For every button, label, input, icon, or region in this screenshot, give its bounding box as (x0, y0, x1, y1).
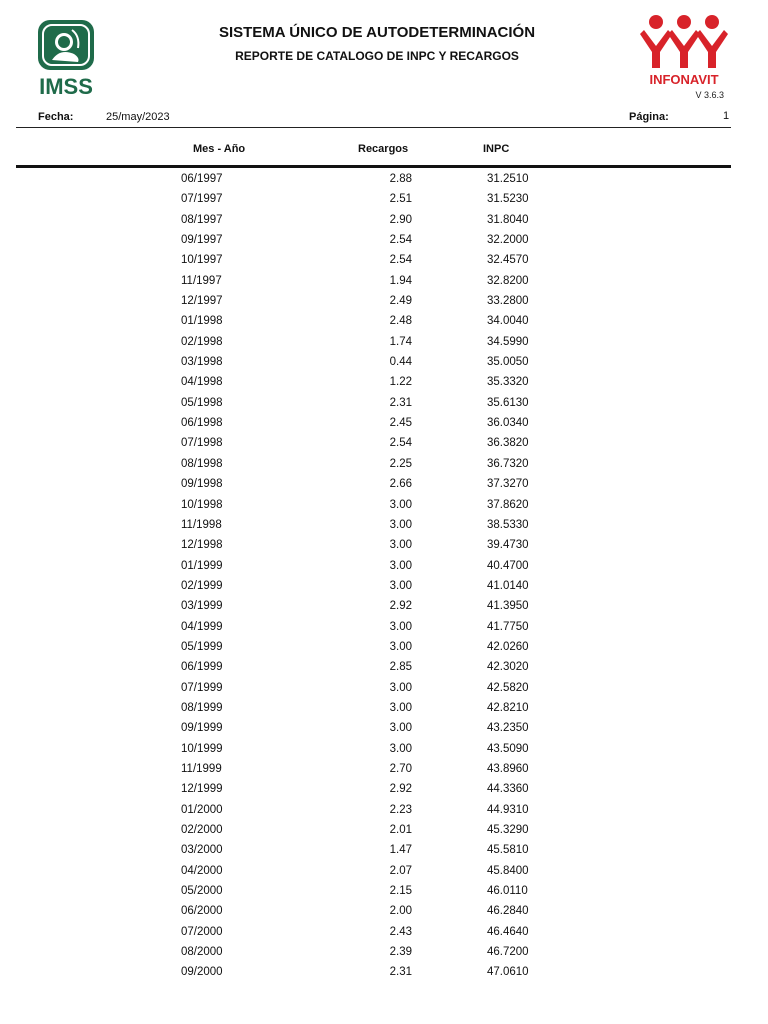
cell-inpc: 35.0050 (487, 356, 529, 369)
report-subtitle: REPORTE DE CATALOGO DE INPC Y RECARGOS (235, 49, 519, 63)
cell-inpc: 36.7320 (487, 457, 529, 470)
cell-inpc: 31.2510 (487, 173, 529, 185)
cell-recargos: 2.88 (389, 173, 412, 185)
cell-mes-ano: 11/1998 (181, 518, 222, 531)
cell-inpc: 32.2000 (487, 234, 529, 247)
table-row (0, 173, 768, 193)
cell-mes-ano: 01/1998 (181, 315, 223, 328)
cell-recargos: 1.47 (389, 844, 412, 857)
table-row (0, 621, 768, 641)
table-row (0, 376, 768, 396)
cell-recargos: 2.54 (389, 234, 412, 247)
cell-recargos: 2.51 (389, 193, 412, 206)
cell-inpc: 41.0140 (487, 579, 529, 592)
cell-mes-ano: 03/1999 (181, 600, 223, 613)
cell-inpc: 46.4640 (487, 925, 529, 938)
cell-inpc: 43.2350 (487, 722, 529, 735)
cell-recargos: 3.00 (389, 722, 412, 735)
cell-recargos: 2.43 (389, 925, 412, 938)
cell-mes-ano: 07/2000 (181, 925, 223, 938)
cell-mes-ano: 11/1999 (181, 762, 222, 775)
fecha-value: 25/may/2023 (106, 111, 170, 123)
table-row (0, 560, 768, 580)
table-row (0, 580, 768, 600)
cell-mes-ano: 09/1998 (181, 478, 223, 491)
cell-mes-ano: 08/1999 (181, 701, 223, 714)
cell-inpc: 31.5230 (487, 193, 529, 206)
cell-inpc: 43.8960 (487, 762, 529, 775)
header-divider (16, 127, 731, 128)
table-row (0, 926, 768, 946)
cell-mes-ano: 04/1998 (181, 376, 223, 389)
cell-recargos: 3.00 (389, 681, 412, 694)
cell-mes-ano: 07/1997 (181, 193, 223, 206)
cell-recargos: 3.00 (389, 518, 412, 531)
pagina-label: Página: (629, 111, 669, 123)
table-row (0, 478, 768, 498)
cell-recargos: 3.00 (389, 498, 412, 511)
cell-inpc: 31.8040 (487, 213, 529, 226)
table-row (0, 865, 768, 885)
table-row (0, 295, 768, 315)
cell-recargos: 1.94 (389, 274, 412, 287)
cell-inpc: 37.3270 (487, 478, 529, 491)
cell-mes-ano: 07/1999 (181, 681, 223, 694)
cell-recargos: 2.39 (389, 946, 412, 959)
column-header-mes-ano: Mes - Año (193, 143, 246, 155)
svg-text:IMSS: IMSS (39, 74, 93, 98)
table-row (0, 275, 768, 295)
cell-inpc: 34.0040 (487, 315, 529, 328)
table-row (0, 519, 768, 539)
cell-inpc: 36.3820 (487, 437, 529, 450)
table-row (0, 539, 768, 559)
column-header-recargos: Recargos (358, 143, 409, 155)
cell-mes-ano: 02/1999 (181, 579, 223, 592)
cell-mes-ano: 02/1998 (181, 335, 223, 348)
cell-inpc: 41.3950 (487, 600, 529, 613)
cell-recargos: 2.01 (389, 824, 412, 836)
cell-mes-ano: 03/1998 (181, 356, 223, 369)
cell-mes-ano: 06/1999 (181, 661, 223, 674)
cell-recargos: 2.85 (389, 661, 412, 674)
cell-mes-ano: 01/1999 (181, 559, 223, 572)
table-row (0, 641, 768, 661)
table-header-divider (16, 165, 731, 168)
cell-mes-ano: 08/1998 (181, 457, 223, 470)
cell-inpc: 33.2800 (487, 295, 529, 308)
table-row (0, 397, 768, 417)
cell-recargos: 2.66 (389, 478, 412, 491)
report-title: SISTEMA ÚNICO DE AUTODETERMINACIÓN (218, 24, 536, 41)
table-row (0, 905, 768, 925)
cell-inpc: 42.3020 (487, 661, 529, 674)
fecha-label: Fecha: (38, 111, 74, 123)
cell-recargos: 3.00 (389, 620, 412, 633)
table-row (0, 315, 768, 335)
table-row (0, 499, 768, 519)
cell-recargos: 2.54 (389, 254, 412, 267)
cell-inpc: 42.8210 (487, 701, 529, 714)
cell-mes-ano: 09/1999 (181, 722, 223, 735)
cell-inpc: 46.0110 (487, 885, 528, 898)
cell-mes-ano: 06/1998 (181, 417, 223, 430)
cell-mes-ano: 12/1997 (181, 295, 223, 308)
cell-recargos: 0.44 (389, 356, 412, 369)
table-row (0, 885, 768, 905)
cell-recargos: 2.00 (389, 905, 412, 918)
cell-inpc: 32.4570 (487, 254, 529, 267)
table-row (0, 214, 768, 234)
cell-recargos: 3.00 (389, 559, 412, 572)
cell-recargos: 2.90 (389, 213, 412, 226)
cell-recargos: 3.00 (389, 640, 412, 653)
cell-inpc: 44.3360 (487, 783, 529, 796)
table-row (0, 824, 768, 844)
pagina-value: 1 (723, 110, 730, 122)
table-row (0, 234, 768, 254)
cell-inpc: 47.0610 (487, 966, 529, 979)
svg-text:INFONAVIT: INFONAVIT (649, 72, 719, 87)
table-row (0, 336, 768, 356)
table-row (0, 600, 768, 620)
cell-recargos: 1.74 (389, 335, 412, 348)
cell-inpc: 43.5090 (487, 742, 529, 755)
table-row (0, 966, 768, 986)
table-row (0, 254, 768, 274)
cell-inpc: 38.5330 (487, 518, 529, 531)
cell-inpc: 34.5990 (487, 335, 529, 348)
cell-inpc: 45.3290 (487, 824, 529, 836)
cell-recargos: 2.07 (389, 864, 412, 877)
cell-mes-ano: 01/2000 (181, 803, 223, 816)
table-row (0, 193, 768, 213)
cell-recargos: 2.70 (389, 762, 412, 775)
cell-recargos: 3.00 (389, 742, 412, 755)
cell-inpc: 41.7750 (487, 620, 529, 633)
table-row (0, 804, 768, 824)
cell-recargos: 2.45 (389, 417, 412, 430)
table-row (0, 437, 768, 457)
cell-mes-ano: 05/2000 (181, 885, 223, 898)
table-row (0, 682, 768, 702)
cell-mes-ano: 08/2000 (181, 946, 223, 959)
cell-inpc: 46.7200 (487, 946, 529, 959)
cell-mes-ano: 12/1999 (181, 783, 223, 796)
cell-inpc: 35.6130 (487, 396, 529, 409)
data-table-body (0, 173, 768, 987)
cell-inpc: 45.5810 (487, 844, 529, 857)
cell-recargos: 2.54 (389, 437, 412, 450)
table-row (0, 946, 768, 966)
column-header-inpc: INPC (483, 143, 510, 155)
cell-inpc: 46.2840 (487, 905, 529, 918)
cell-mes-ano: 05/1998 (181, 396, 223, 409)
cell-inpc: 45.8400 (487, 864, 529, 877)
cell-mes-ano: 10/1997 (181, 254, 223, 267)
cell-recargos: 2.48 (389, 315, 412, 328)
table-row (0, 661, 768, 681)
cell-mes-ano: 04/2000 (181, 864, 223, 877)
table-row (0, 783, 768, 803)
cell-inpc: 42.5820 (487, 681, 529, 694)
cell-mes-ano: 08/1997 (181, 213, 223, 226)
cell-mes-ano: 03/2000 (181, 844, 223, 857)
cell-recargos: 3.00 (389, 539, 412, 552)
cell-mes-ano: 11/1997 (181, 274, 222, 287)
cell-inpc: 44.9310 (487, 803, 529, 816)
cell-inpc: 35.3320 (487, 376, 529, 389)
table-row (0, 743, 768, 763)
cell-recargos: 2.23 (389, 803, 412, 816)
cell-recargos: 2.49 (389, 295, 412, 308)
cell-mes-ano: 06/1997 (181, 173, 223, 185)
table-row (0, 417, 768, 437)
cell-recargos: 2.15 (389, 885, 412, 898)
cell-inpc: 40.4700 (487, 559, 529, 572)
cell-mes-ano: 10/1999 (181, 742, 223, 755)
cell-recargos: 2.31 (389, 966, 412, 979)
cell-mes-ano: 09/2000 (181, 966, 223, 979)
cell-mes-ano: 12/1998 (181, 539, 223, 552)
cell-recargos: 2.92 (389, 600, 412, 613)
cell-inpc: 42.0260 (487, 640, 529, 653)
table-row (0, 702, 768, 722)
cell-recargos: 2.31 (389, 396, 412, 409)
cell-recargos: 2.25 (389, 457, 412, 470)
table-row (0, 844, 768, 864)
cell-mes-ano: 02/2000 (181, 824, 223, 836)
cell-mes-ano: 06/2000 (181, 905, 223, 918)
table-row (0, 722, 768, 742)
cell-inpc: 32.8200 (487, 274, 529, 287)
cell-recargos: 3.00 (389, 701, 412, 714)
cell-inpc: 37.8620 (487, 498, 529, 511)
cell-mes-ano: 05/1999 (181, 640, 223, 653)
table-row (0, 356, 768, 376)
cell-recargos: 3.00 (389, 579, 412, 592)
cell-mes-ano: 04/1999 (181, 620, 223, 633)
cell-inpc: 39.4730 (487, 539, 529, 552)
table-row (0, 763, 768, 783)
cell-mes-ano: 09/1997 (181, 234, 223, 247)
cell-recargos: 1.22 (389, 376, 412, 389)
cell-mes-ano: 10/1998 (181, 498, 223, 511)
cell-mes-ano: 07/1998 (181, 437, 223, 450)
version-label: V 3.6.3 (695, 90, 724, 100)
cell-inpc: 36.0340 (487, 417, 529, 430)
table-row (0, 458, 768, 478)
cell-recargos: 2.92 (389, 783, 412, 796)
